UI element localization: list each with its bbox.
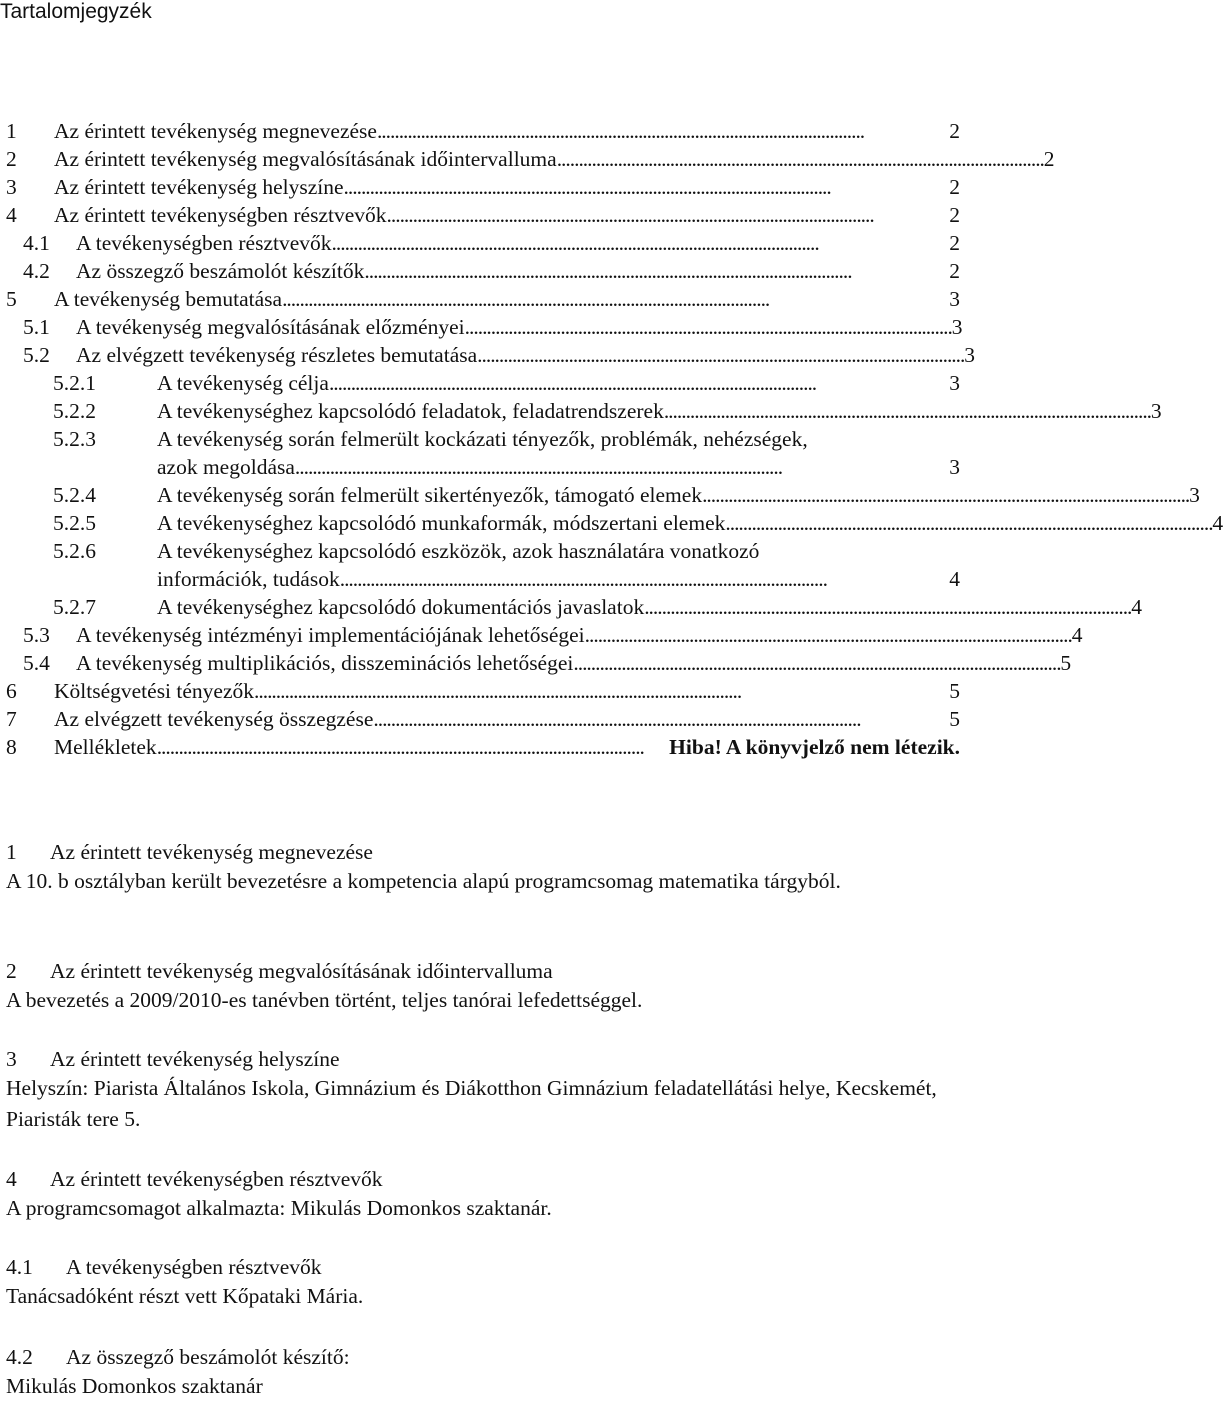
toc-entry-text: A tevékenység intézményi implementációjának lehetőségei — [76, 623, 585, 647]
toc-entry-text: A tevékenységhez kapcsolódó munkaformák, módszertani elemek — [157, 511, 726, 535]
toc-entry-number: 1 — [6, 119, 17, 143]
toc-entry[interactable] — [6, 621, 1083, 649]
toc-entry-page: 4 — [1212, 511, 1223, 535]
toc-leader-dots — [585, 621, 1070, 649]
section-paragraph: A 10. b osztályban került bevezetésre a kompetencia alapú programcsomag matematika tárgyból. — [6, 869, 841, 893]
toc-entry[interactable] — [6, 509, 1223, 537]
toc-entry-page: 5 — [949, 707, 960, 731]
toc-entry[interactable] — [6, 229, 960, 257]
toc-leader-dots — [725, 509, 1210, 537]
section-paragraph: A programcsomagot alkalmazta: Mikulás Domonkos szaktanár. — [6, 1196, 552, 1220]
section-4-1 — [6, 1253, 956, 1312]
toc-entry[interactable] — [6, 257, 960, 285]
toc-entry[interactable] — [6, 593, 1142, 621]
toc-entry-text: A tevékenység során felmerült kockázati tényezők, problémák, nehézségek, — [157, 427, 808, 451]
toc-entry[interactable] — [6, 313, 963, 341]
toc-entry[interactable] — [6, 705, 960, 733]
toc-entry-text: A tevékenységben résztvevők — [76, 231, 332, 255]
toc-entry-number: 4 — [6, 203, 17, 227]
toc-entry-page: 2 — [949, 203, 960, 227]
toc-entry-text-continued: azok megoldása — [157, 455, 295, 479]
toc-leader-dots — [373, 705, 947, 733]
toc-entry-page: 3 — [1150, 399, 1162, 423]
toc-entry-page: 4 — [949, 567, 960, 591]
section-paragraph: Helyszín: Piarista Általános Iskola, Gimnázium és Diákotthon Gimnázium feladatellátási helye, Kecskemét, Piaristák tere 5. — [6, 1076, 937, 1131]
section-heading — [6, 1045, 956, 1073]
toc-entry[interactable] — [6, 397, 1162, 425]
toc-leader-dots — [557, 145, 1042, 173]
toc-entry-page: 4 — [1131, 595, 1142, 619]
toc-entry-page-error: Hiba! A könyvjelző nem létezik. — [669, 735, 960, 759]
section-title: Az érintett tevékenység megnevezése — [50, 840, 373, 864]
toc-entry-number: 3 — [6, 175, 17, 199]
toc-entry-number: 5.1 — [23, 315, 50, 339]
toc-entry-number: 5.2 — [23, 343, 50, 367]
toc-entry-text: A tevékenységhez kapcsolódó eszközök, azok használatára vonatkozó — [157, 539, 760, 563]
toc-entry-page: 2 — [1043, 147, 1055, 171]
section-title: A tevékenységben résztvevők — [66, 1255, 322, 1279]
toc-entry-page: 4 — [1071, 623, 1083, 647]
toc-entry-number: 5.4 — [23, 651, 50, 675]
toc-entry[interactable] — [6, 341, 975, 369]
toc-entry-text: A tevékenységhez kapcsolódó feladatok, feladatrendszerek — [157, 399, 664, 423]
section-number: 2 — [6, 959, 17, 983]
toc-entry-number: 4.2 — [23, 259, 50, 283]
toc-leader-dots — [465, 313, 950, 341]
toc-entry-number: 6 — [6, 679, 17, 703]
toc-entry-text-continued: információk, tudások — [157, 567, 340, 591]
toc-entry-text: Az érintett tevékenységben résztvevők — [54, 203, 387, 227]
toc-entry-number: 5.2.2 — [53, 399, 96, 423]
toc-entry-text: Az elvégzett tevékenység összegzése — [54, 707, 374, 731]
toc-entry-text: Az érintett tevékenység helyszíne — [54, 175, 344, 199]
toc-entry-text: Az érintett tevékenység megnevezése — [54, 119, 377, 143]
section-title: Az összegző beszámolót készítő: — [66, 1345, 350, 1369]
toc-entry-page: 3 — [951, 315, 963, 339]
toc-leader-dots — [254, 677, 947, 705]
toc-entry[interactable] — [6, 677, 960, 705]
section-number: 4.1 — [6, 1255, 33, 1279]
section-1 — [6, 838, 956, 897]
section-heading — [6, 1343, 956, 1371]
toc-entry-text: Mellékletek — [54, 735, 157, 759]
section-title: Az érintett tevékenység helyszíne — [50, 1047, 340, 1071]
section-paragraph: Tanácsadóként részt vett Kőpataki Mária. — [6, 1284, 364, 1308]
toc-entry-page: 3 — [949, 287, 960, 311]
toc-entry-text: A tevékenység megvalósításának előzményei — [76, 315, 465, 339]
section-2 — [6, 957, 956, 1016]
toc-entry-text: A tevékenységhez kapcsolódó dokumentációs javaslatok — [157, 595, 645, 619]
toc-entry-text: Az elvégzett tevékenység részletes bemutatása — [76, 343, 478, 367]
section-number: 4.2 — [6, 1345, 33, 1369]
toc-entry[interactable] — [6, 117, 960, 145]
toc-entry-number: 5.2.3 — [53, 427, 96, 451]
toc-entry-page: 5 — [949, 679, 960, 703]
toc-entry-text: Költségvetési tényezők — [54, 679, 255, 703]
toc-entry[interactable] — [6, 733, 960, 761]
toc-entry[interactable] — [6, 649, 1072, 677]
toc-leader-dots — [644, 593, 1129, 621]
table-of-contents — [6, 117, 1223, 761]
toc-leader-dots — [573, 649, 1058, 677]
toc-entry[interactable] — [6, 369, 960, 397]
toc-leader-dots — [477, 341, 962, 369]
toc-entry[interactable] — [6, 537, 960, 593]
toc-entry-page: 5 — [1060, 651, 1072, 675]
toc-entry-page: 2 — [949, 231, 960, 255]
toc-leader-dots — [344, 173, 948, 201]
toc-entry-number: 7 — [6, 707, 17, 731]
toc-title: Tartalomjegyzék — [0, 0, 152, 23]
section-number: 3 — [6, 1047, 17, 1071]
toc-entry-number: 5.2.5 — [53, 511, 96, 535]
toc-leader-dots — [340, 565, 948, 593]
toc-entry-number: 5.2.4 — [53, 483, 96, 507]
toc-entry[interactable] — [6, 145, 1055, 173]
toc-leader-dots — [157, 733, 667, 761]
toc-entry[interactable] — [6, 173, 960, 201]
toc-leader-dots — [282, 285, 947, 313]
toc-entry-number: 5.2.6 — [53, 539, 96, 563]
toc-entry-text: A tevékenység bemutatása — [54, 287, 283, 311]
toc-entry-number: 5.2.7 — [53, 595, 96, 619]
toc-leader-dots — [332, 229, 948, 257]
toc-leader-dots — [329, 369, 947, 397]
toc-entry-text: A tevékenység során felmerült sikertényezők, támogató elemek — [157, 483, 703, 507]
toc-entry[interactable] — [6, 425, 960, 481]
toc-leader-dots — [702, 481, 1187, 509]
toc-entry-text: Az összegző beszámolót készítők — [76, 259, 365, 283]
section-heading — [6, 838, 956, 866]
toc-entry-page: 2 — [949, 259, 960, 283]
toc-entry[interactable] — [6, 285, 960, 313]
toc-entry-page: 2 — [949, 175, 960, 199]
toc-entry-page: 3 — [964, 343, 975, 367]
section-paragraph: A bevezetés a 2009/2010-es tanévben történt, teljes tanórai lefedettséggel. — [6, 988, 643, 1012]
toc-entry-text: Az érintett tevékenység megvalósításának időintervalluma — [54, 147, 557, 171]
toc-entry-number: 8 — [6, 735, 17, 759]
toc-entry[interactable] — [6, 481, 1200, 509]
section-3 — [6, 1045, 956, 1135]
section-heading — [6, 957, 956, 985]
section-title: Az érintett tevékenységben résztvevők — [50, 1167, 383, 1191]
toc-entry-number: 4.1 — [23, 231, 50, 255]
section-number: 1 — [6, 840, 17, 864]
toc-entry-number: 5.2.1 — [53, 371, 96, 395]
toc-leader-dots — [377, 117, 947, 145]
section-4 — [6, 1165, 956, 1224]
toc-entry-number: 5 — [6, 287, 17, 311]
toc-entry-text: A tevékenység célja — [157, 371, 329, 395]
section-number: 4 — [6, 1167, 17, 1191]
toc-leader-dots — [387, 201, 948, 229]
toc-leader-dots — [364, 257, 947, 285]
toc-entry-page: 3 — [949, 371, 960, 395]
section-heading — [6, 1253, 956, 1281]
section-paragraph: Mikulás Domonkos szaktanár — [6, 1374, 263, 1398]
toc-entry-page: 3 — [1189, 483, 1200, 507]
toc-entry-page: 2 — [949, 119, 960, 143]
toc-entry-number: 2 — [6, 147, 17, 171]
section-heading — [6, 1165, 956, 1193]
section-title: Az érintett tevékenység megvalósításának időintervalluma — [50, 959, 553, 983]
toc-leader-dots — [295, 453, 947, 481]
toc-leader-dots — [664, 397, 1149, 425]
toc-entry-text: A tevékenység multiplikációs, disszeminációs lehetőségei — [76, 651, 574, 675]
section-4-2 — [6, 1343, 956, 1402]
toc-entry[interactable] — [6, 201, 960, 229]
toc-entry-page: 3 — [949, 455, 960, 479]
toc-entry-number: 5.3 — [23, 623, 50, 647]
